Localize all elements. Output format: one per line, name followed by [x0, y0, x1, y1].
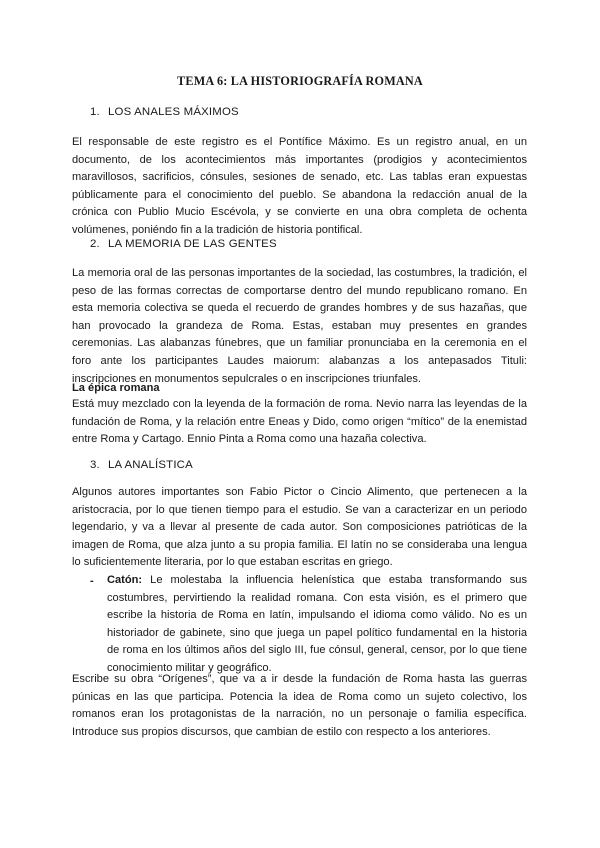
- bullet-dash: -: [90, 575, 94, 587]
- section-heading-text: LOS ANALES MÁXIMOS: [108, 106, 239, 118]
- section-heading-memoria: [90, 238, 277, 250]
- paragraph-anales: El responsable de este registro es el Pontífice Máximo. Es un registro anual, en un documento, de los acontecimientos más importantes (prodigios y acontecimientos maravillosos, sacrificios, cónsules, sesiones de senado, etc. Las tablas eran expuestas públicamente para el conocimiento del pueblo. Se abandona la redacción anual de la crónica con Publio Mucio Escévola, y se convierte en una obra completa de ochenta volúmenes, poniéndo fin a la tradición de historia pontifical.: [72, 136, 527, 236]
- section-heading-analistica: [90, 459, 193, 471]
- section-heading-anales: [90, 106, 239, 118]
- subheading-epica: La épica romana: [72, 382, 160, 394]
- paragraph-epica: Está muy mezclado con la leyenda de la formación de roma. Nevio narra las leyendas de la fundación de Roma, y la relación entre Eneas y Dido, como origen “mítico” de la enemistad entre Roma y Cartago. Ennio Pinta a Roma como una hazaña colectiva.: [72, 398, 527, 446]
- bullet-caton: [107, 572, 527, 678]
- bullet-text: Le molestaba la influencia helenística que estaba transformando sus costumbres, pervirtiendo la realidad romana. Con esta visión, es el primero que escribe la historia de Roma en latín, impulsando el idioma como válido. No es un historiador de gabinete, sino que juega un papel político fundamental en la historia de roma en los últimos años del siglo III, fue cónsul, general, censor, por lo que tiene conocimiento militar y geográfico.: [107, 574, 527, 674]
- section-number: 2.: [90, 238, 100, 250]
- section-heading-text: LA MEMORIA DE LAS GENTES: [108, 238, 277, 250]
- paragraph-analistica: Algunos autores importantes son Fabio Pictor o Cincio Alimento, que pertenecen a la aristocracia, por lo que tienen tiempo para el estudio. Se van a caracterizar en un periodo legendario, y va a llevar al presente de cada autor. Son composiciones patrióticas de la imagen de Roma, que alza junto a su propia familia. El latín no se consideraba una lengua lo suficientemente literaria, por lo que estaban escritas en griego.: [72, 486, 527, 569]
- section-heading-text: LA ANALÍSTICA: [108, 459, 193, 471]
- paragraph-memoria: La memoria oral de las personas importantes de la sociedad, las costumbres, la tradición, el peso de las formas correctas de comportarse dentro del mundo republicano romano. En esta memoria colectiva se queda el recuerdo de grandes hombres y de sus hazañas, que han provocado la grandeza de Roma. Estas, estaban muy presentes en grandes ceremonias. Las alabanzas fúnebres, que un familiar pronunciaba en la ceremonia en el foro ante los participantes Laudes maiorum: alabanzas a los antepasados Tituli: inscripciones en monumentos sepulcrales o en inscripciones triunfales.: [72, 267, 527, 385]
- page-title: TEMA 6: LA HISTORIOGRAFÍA ROMANA: [177, 74, 423, 88]
- bullet-label: Catón:: [107, 574, 143, 586]
- section-number: 3.: [90, 459, 100, 471]
- paragraph-origenes: Escribe su obra “Orígenes”, que va a ir desde la fundación de Roma hasta las guerras púnicas en las que participa. Potencia la idea de Roma como un sujeto colectivo, los romanos eran los protagonistas de la narración, no un personaje o familia específica. Introduce sus propios discursos, que cambian de estilo con respecto a los anteriores.: [72, 673, 527, 738]
- section-number: 1.: [90, 106, 100, 118]
